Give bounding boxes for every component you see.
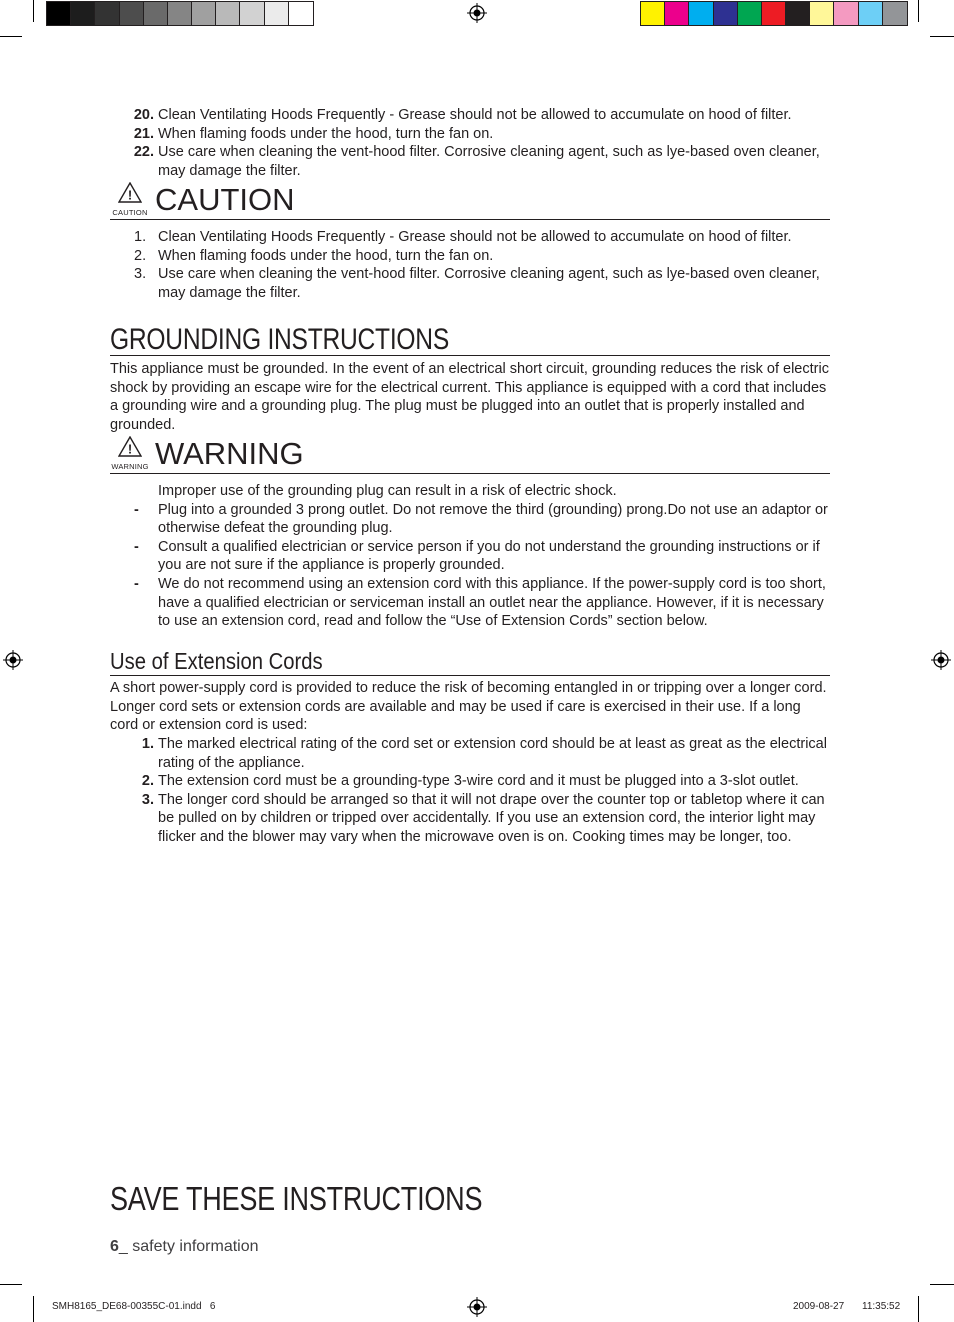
grounding-title: GROUNDING INSTRUCTIONS [110, 323, 449, 356]
list-item: - We do not recommend using an extension cord with this appliance. If the power-supply cord is too short, have a qualified electrician or serviceman install an outlet near the appliance. However, if it is necessary to use an extension cord, read and follow the “Use of Extension Cords” section below. [134, 575, 826, 630]
warning-title: WARNING [155, 436, 304, 471]
crop-mark [918, 0, 919, 22]
list-item: 2. When flaming foods under the hood, turn the fan on. [134, 247, 494, 264]
crop-mark [930, 36, 954, 37]
warning-heading [110, 436, 830, 474]
color-swatch [883, 2, 907, 25]
page-footer [110, 1238, 259, 1256]
color-swatch [95, 2, 119, 25]
extension-title: Use of Extension Cords [110, 648, 323, 674]
list-item: 3. The longer cord should be arranged so that it will not drape over the counter top or tabletop where it can be pulled on by children or tripped over accidentally. If you use an extension cord, the interior light may flicker and the blower may vary when the microwave oven is on. Cooking times may be longer, too. [141, 791, 825, 845]
gray-color-bar [46, 1, 314, 26]
registration-mark-icon [931, 650, 951, 670]
warning-intro: Improper use of the grounding plug can result in a risk of electric shock. [158, 483, 617, 499]
list-item: 1. The marked electrical rating of the cord set or extension cord should be at least as great as the electrical rating of the appliance. [141, 736, 827, 771]
list-item: 3. Use care when cleaning the vent-hood filter. Corrosive cleaning agent, such as lye-based oven cleaner, may damage the filter. [134, 266, 820, 301]
warning-list [110, 482, 830, 631]
color-swatch [144, 2, 168, 25]
svg-text:!: ! [127, 187, 133, 203]
color-swatch [786, 2, 810, 25]
color-swatch [168, 2, 192, 25]
extension-body: A short power-supply cord is provided to reduce the risk of becoming entangled in or tripping over a longer cord. Longer cord sets or extension cords are available and may be used if care is exercised in their use. If a long cord or extension cord is used: [110, 680, 827, 734]
list-item: - Plug into a grounded 3 prong outlet. Do not remove the third (grounding) prong.Do not use an adaptor or otherwise defeat the grounding plug. [134, 501, 828, 537]
color-swatch [265, 2, 289, 25]
color-swatch [641, 2, 665, 25]
color-swatch [216, 2, 240, 25]
crop-mark [33, 0, 34, 22]
list-item: 22. Use care when cleaning the vent-hood filter. Corrosive cleaning agent, such as lye-based oven cleaner, may damage the filter. [133, 144, 820, 179]
color-swatch [120, 2, 144, 25]
color-swatch [665, 2, 689, 25]
warning-icon: ! WARNING [110, 436, 150, 471]
registration-mark-icon [467, 3, 487, 23]
color-swatch [834, 2, 858, 25]
crop-mark [930, 1284, 954, 1285]
color-swatch [689, 2, 713, 25]
color-swatch [71, 2, 95, 25]
color-swatch [738, 2, 762, 25]
grounding-body: This appliance must be grounded. In the event of an electrical short circuit, grounding reduces the risk of electric shock by providing an escape wire for the electrical current. This appliance is equipped with a cord that includes a grounding wire and a grounding plug. The plug must be plugged into an outlet that is properly installed and grounded. [110, 361, 829, 433]
crop-mark [918, 1296, 919, 1322]
color-swatch [859, 2, 883, 25]
crop-mark [0, 36, 22, 37]
color-swatch [240, 2, 264, 25]
caution-list [110, 228, 830, 302]
list-item: 21. When flaming foods under the hood, turn the fan on. [133, 125, 494, 142]
caution-icon: ! CAUTION [110, 182, 150, 217]
extension-heading [110, 645, 830, 676]
color-swatch [762, 2, 786, 25]
color-swatch [47, 2, 71, 25]
color-swatch [714, 2, 738, 25]
page-number: 6 [110, 1238, 119, 1255]
list-item: 1. Clean Ventilating Hoods Frequently - Grease should not be allowed to accumulate on hood of filter. [134, 229, 792, 245]
list-item: 2. The extension cord must be a grounding-type 3-wire cord and it must be plugged into a 3-slot outlet. [141, 773, 799, 790]
extension-list [110, 735, 830, 847]
color-swatch [810, 2, 834, 25]
crop-mark [33, 1296, 34, 1322]
color-swatch [192, 2, 216, 25]
list-item: - Consult a qualified electrician or service person if you do not understand the grounding instructions or if you are not sure if the appliance is properly grounded. [134, 538, 820, 574]
top-numbered-list [110, 106, 830, 180]
save-instructions-title: SAVE THESE INSTRUCTIONS [110, 1180, 483, 1217]
registration-mark-icon [467, 1297, 487, 1317]
list-item: 20. Clean Ventilating Hoods Frequently - Grease should not be allowed to accumulate on hood of filter. [133, 107, 792, 123]
crop-mark [0, 1284, 22, 1285]
svg-text:!: ! [127, 441, 133, 457]
caution-heading [110, 182, 830, 220]
slug-time: 11:35:52 [862, 1301, 901, 1312]
caution-title: CAUTION [155, 182, 295, 217]
slug-filename: SMH8165_DE68-00355C-01.indd 6 [52, 1301, 216, 1312]
process-color-bar [640, 1, 908, 26]
color-swatch [289, 2, 313, 25]
registration-mark-icon [3, 650, 23, 670]
grounding-heading [110, 320, 830, 356]
section-name: _ safety information [118, 1238, 259, 1255]
slug-date: 2009-08-27 [793, 1301, 845, 1312]
